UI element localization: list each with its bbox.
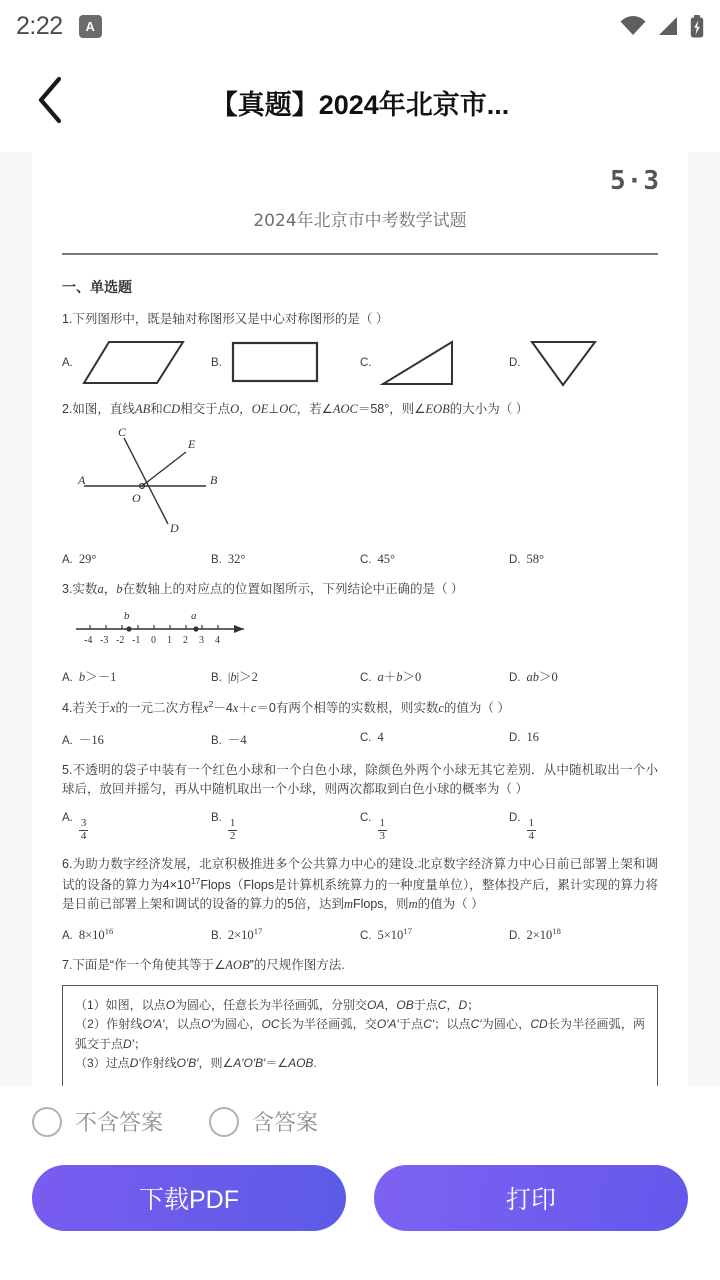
q6-option-a[interactable]: A. $8\times 10^{16}$	[62, 925, 114, 942]
question-2-options	[62, 552, 658, 567]
svg-text:E: E	[188, 436, 196, 451]
question-1-text: 1.下列图形中，既是轴对称图形又是中心对称图形的是（ ）	[62, 312, 389, 326]
page-title: 【真题】2024年北京市...	[210, 89, 510, 120]
inverted-triangle-icon	[529, 339, 601, 387]
back-button[interactable]	[14, 66, 86, 138]
radio-option-no-answers[interactable]	[32, 1106, 163, 1137]
title-divider	[62, 253, 658, 255]
radio-circle-icon[interactable]	[32, 1107, 62, 1137]
svg-text:a: a	[191, 610, 197, 623]
fraction-d: $\frac{1}{4}$	[528, 817, 534, 842]
question-3-text: 3.实数a，b在数轴上的对应点的位置如图所示，下列结论中正确的是（ ）	[62, 581, 464, 596]
rectangle-icon	[230, 339, 320, 387]
option-b-label: B.	[211, 357, 222, 370]
signal-icon	[657, 16, 679, 36]
radio-circle-icon[interactable]	[209, 1107, 239, 1137]
svg-text:O: O	[132, 490, 141, 505]
option-a-label: A.	[62, 357, 73, 370]
wifi-icon	[620, 16, 646, 36]
question-7-text: 7.下面是“作一个角使其等于∠AOB”的尺规作图方法.	[62, 957, 345, 972]
q2-option-a[interactable]: A. 29°	[62, 551, 97, 566]
svg-text:4: 4	[215, 635, 220, 647]
publisher-logo: 5·3	[610, 166, 660, 196]
battery-charging-icon	[690, 15, 704, 38]
q2-option-c[interactable]: C. 45°	[360, 551, 395, 566]
fraction-c: $\frac{1}{3}$	[379, 817, 385, 842]
print-button[interactable]: 打印	[374, 1165, 688, 1231]
question-4-options	[62, 730, 658, 748]
q2-option-b[interactable]: B. 32°	[211, 551, 246, 566]
document-viewer[interactable]	[0, 152, 720, 1086]
svg-text:b: b	[124, 610, 130, 623]
q4-option-d[interactable]: D. 16	[509, 729, 539, 744]
fraction-a: $\frac{3}{4}$	[80, 817, 87, 842]
right-triangle-icon	[380, 339, 460, 387]
radio-option-with-answers[interactable]	[209, 1106, 318, 1137]
q2-option-d[interactable]: D. 58°	[509, 551, 544, 566]
svg-text:-3: -3	[100, 635, 109, 647]
option-d[interactable]	[509, 339, 658, 387]
download-pdf-button[interactable]: 下载PDF	[32, 1165, 346, 1231]
q6-option-d[interactable]: D. $2\times 10^{18}$	[509, 925, 561, 942]
svg-text:1: 1	[167, 635, 172, 647]
app-bar	[0, 52, 720, 152]
svg-text:0: 0	[151, 635, 156, 647]
option-d-label: D.	[509, 357, 521, 370]
q3-option-c[interactable]: C. a＋b＞0	[360, 670, 422, 685]
intersecting-lines-diagram	[76, 424, 236, 536]
question-1-figures	[62, 339, 658, 387]
status-icons	[620, 15, 704, 38]
section-heading: 一、单选题	[62, 279, 132, 295]
question-5-options	[62, 810, 658, 842]
document-title: 2024年北京市中考数学试题	[253, 211, 467, 231]
option-c-label: C.	[360, 357, 372, 370]
q5-option-b[interactable]: B. $\frac{1}{2}$	[211, 812, 236, 842]
chevron-left-icon	[35, 76, 65, 129]
q6-option-b[interactable]: B. $2\times 10^{17}$	[211, 925, 263, 942]
option-b[interactable]	[211, 339, 360, 387]
number-line-icon	[72, 605, 282, 651]
svg-text:A: A	[78, 472, 86, 487]
option-c[interactable]	[360, 339, 509, 387]
question-3-figure	[72, 605, 658, 656]
app-notification-icon: A	[79, 15, 102, 38]
question-6-text: 6.为助力数字经济发展，北京积极推进多个公共算力中心的建设.北京数字经济算力中心日前已部署上架和调试的设备的算力为$4\times 10^{17}Flops(Flops$是计算机系统算力的一种度量单位），整体投产后，累计实现的算力将是日前已部署上架和调试的设备的算力的5倍，达到mFlops，则m的值为（ ）	[62, 857, 659, 912]
q5-option-d[interactable]: D. $\frac{1}{4}$	[509, 812, 534, 842]
answer-mode-radio-group	[0, 1086, 720, 1137]
document-page	[32, 152, 688, 1086]
q4-option-c[interactable]: C. 4	[360, 729, 384, 744]
radio-label-with-answers: 含答案	[252, 1110, 319, 1135]
q5-option-a[interactable]: A. $\frac{3}{4}$	[62, 812, 87, 842]
svg-text:-4: -4	[84, 635, 93, 647]
q4-option-a[interactable]: A. －16	[62, 732, 104, 747]
q4-option-b[interactable]: B. －4	[211, 732, 247, 747]
question-3-options	[62, 667, 658, 685]
question-6-options	[62, 926, 658, 943]
svg-text:-1: -1	[132, 635, 141, 647]
svg-text:-2: -2	[116, 635, 125, 647]
parallelogram-icon	[81, 339, 186, 387]
svg-text:2: 2	[183, 635, 188, 647]
status-time: 2:22	[16, 11, 63, 40]
option-a[interactable]	[62, 339, 211, 387]
question-7-construction-box: （1）如图，以点O为圆心，任意长为半径画弧，分别交OA，OB于点C，D； （2）作射线O′A′，以点O′为圆心，OC长为半径画弧，交O′A′于点C′；以点C′为圆心，CD长为半径画弧，两弧交于点D′； （3）过点D′作射线O′B′，则∠A′O′B′＝∠AOB.	[62, 985, 658, 1143]
svg-text:3: 3	[199, 635, 204, 647]
q3-option-a[interactable]: A. b＞－1	[62, 670, 117, 685]
q6-option-c[interactable]: C. $5\times 10^{17}$	[360, 925, 412, 942]
fraction-b: $\frac{1}{2}$	[229, 817, 236, 842]
radio-label-no-answers: 不含答案	[75, 1110, 164, 1135]
question-2-figure	[76, 424, 658, 541]
svg-text:D: D	[170, 520, 179, 535]
question-5-text: 5.不透明的袋子中装有一个红色小球和一个白色小球，除颜色外两个小球无其它差别．从中随机取出一个小球后，放回并摇匀，再从中随机取出一个小球，则两次都取到白色小球的概率为（ ）	[62, 762, 658, 797]
q3-option-b[interactable]: B. |b|＞2	[211, 670, 258, 685]
question-2-text: 2.如图，直线AB和CD相交于点O，OE⊥OC，若∠AOC＝58°，则∠EOB的大小为（ ）	[62, 402, 529, 417]
q3-option-d[interactable]: D. ab＞0	[509, 670, 558, 685]
svg-text:B: B	[210, 472, 218, 487]
question-4-text: 4.若关于x的一元二次方程$x^2-4x+c=0$有两个相等的实数根，则实数c的值为（ ）	[62, 699, 510, 716]
action-buttons	[0, 1165, 720, 1231]
status-bar	[0, 0, 720, 52]
q5-option-c[interactable]: C. $\frac{1}{3}$	[360, 812, 385, 842]
bottom-action-panel	[0, 1086, 720, 1280]
svg-text:C: C	[118, 424, 127, 439]
